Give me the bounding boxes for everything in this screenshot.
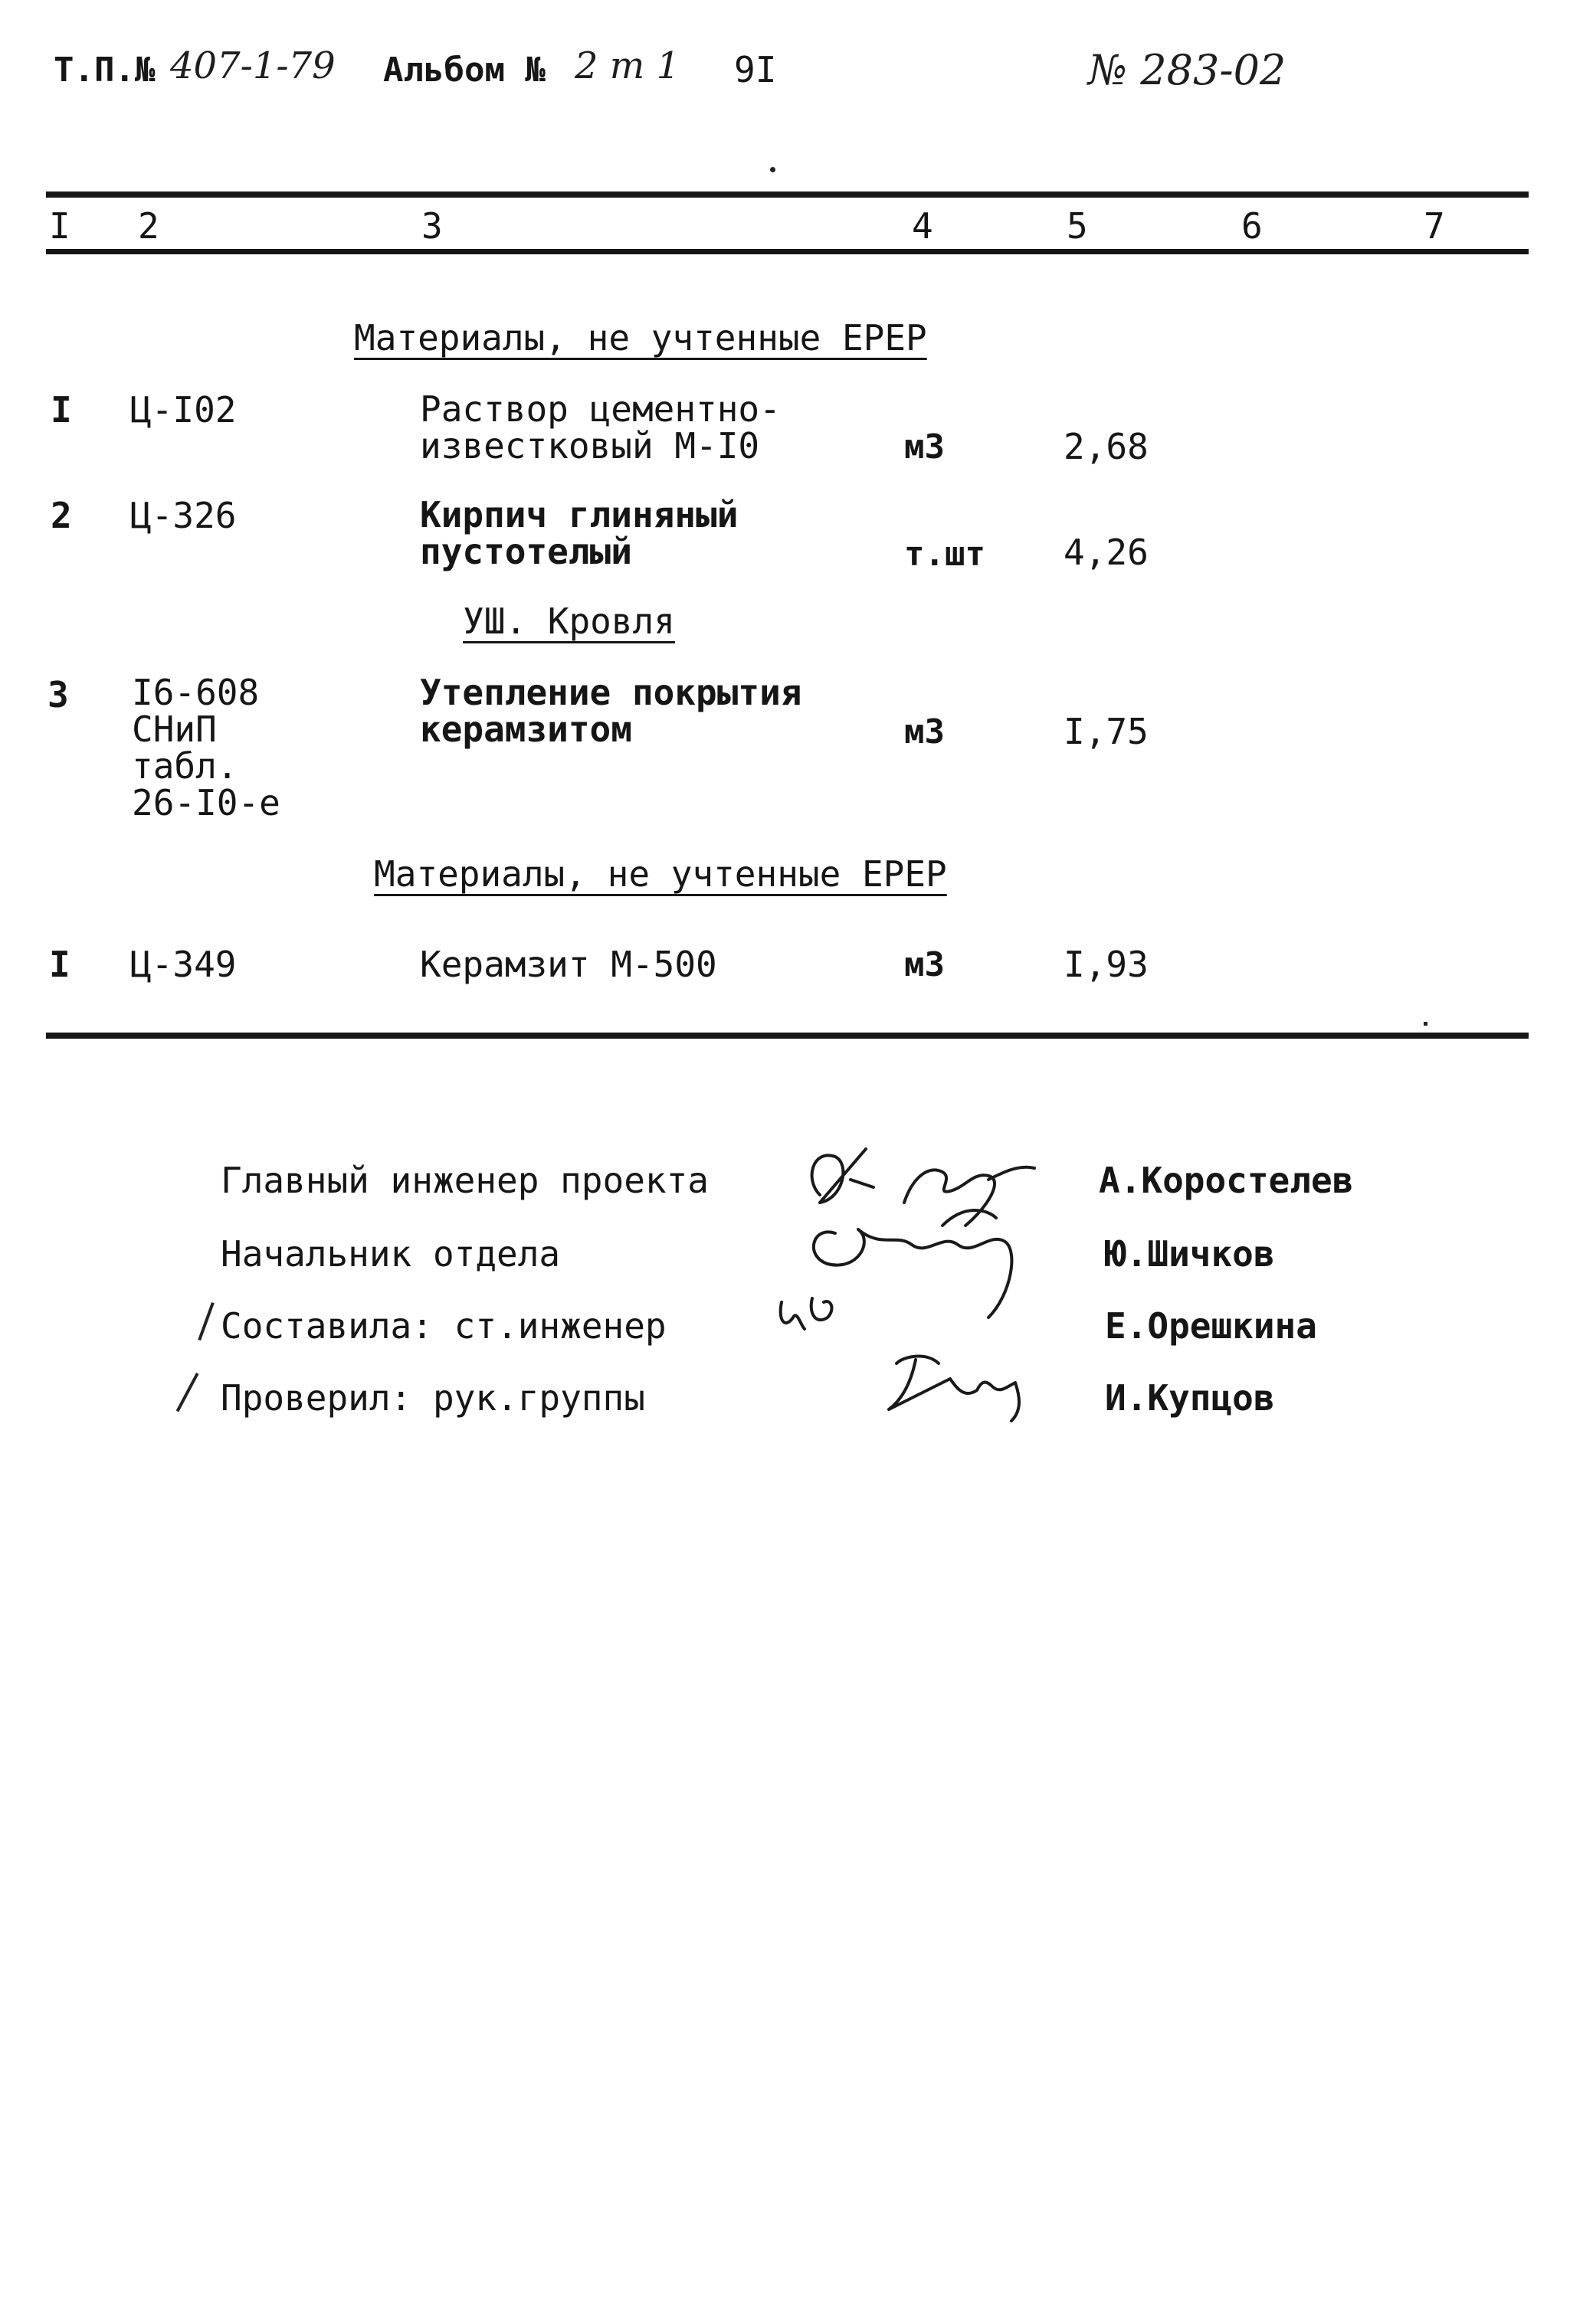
signature-role: Составила: ст.инженер	[221, 1305, 667, 1347]
row-unit: м3	[904, 712, 945, 751]
column-header-7: 7	[1424, 205, 1445, 247]
row-unit: т.шт	[904, 535, 985, 574]
row-code-line: СНиП	[132, 709, 217, 750]
column-header-rule	[46, 249, 1529, 254]
row-name: Керамзит М-500	[420, 944, 717, 985]
row-name-line: Утепление покрытия	[420, 672, 802, 713]
row-code-line: табл.	[132, 745, 238, 787]
document-number: № 283-02	[1088, 46, 1286, 94]
row-quantity: I,75	[1064, 711, 1149, 752]
row-code: Ц-349	[130, 944, 237, 985]
row-name-line: Раствор цементно-	[420, 388, 781, 430]
handwritten-signatures	[759, 1134, 1103, 1432]
section-title: УШ. Кровля	[463, 601, 675, 642]
table-top-rule	[46, 191, 1529, 198]
section-title: Материалы, не учтенные ЕРЕР	[354, 317, 927, 358]
row-unit: м3	[904, 945, 945, 984]
signature-name: А.Коростелев	[1099, 1160, 1354, 1201]
row-quantity: I,93	[1064, 944, 1149, 985]
row-code: Ц-326	[130, 495, 237, 536]
row-code-line: 26-I0-е	[132, 782, 280, 823]
signature-role: Начальник отдела	[221, 1233, 561, 1275]
album-number: 2 т 1	[575, 44, 680, 87]
column-header-6: 6	[1241, 205, 1263, 247]
row-quantity: 2,68	[1064, 426, 1149, 467]
row-name-line: Кирпич глиняный	[420, 494, 739, 535]
column-header-5: 5	[1067, 205, 1088, 247]
signature-role: Главный инженер проекта	[221, 1160, 709, 1201]
row-name-line: пустотелый	[420, 531, 632, 572]
column-header-2: 2	[138, 205, 159, 247]
row-code-line: I6-608	[132, 672, 260, 713]
row-unit: м3	[904, 427, 945, 466]
row-number: I	[49, 944, 70, 985]
signature-name: Ю.Шичков	[1105, 1233, 1275, 1275]
tp-number: 407-1-79	[170, 44, 336, 87]
row-name-line: керамзитом	[420, 709, 632, 750]
row-number: 3	[48, 674, 69, 715]
signature-name: И.Купцов	[1105, 1377, 1275, 1419]
tp-label: Т.П.№	[54, 51, 156, 90]
row-number: 2	[51, 495, 72, 536]
speck	[1424, 1022, 1427, 1026]
section-title: Материалы, не учтенные ЕРЕР	[374, 853, 947, 895]
row-number: I	[51, 389, 72, 430]
slash-mark	[176, 1373, 199, 1412]
row-name	[420, 674, 802, 748]
row-name	[420, 388, 781, 466]
column-header-3: 3	[421, 205, 443, 247]
signature-name: Е.Орешкина	[1105, 1305, 1317, 1347]
table-bottom-rule	[46, 1033, 1529, 1039]
page-number: 9I	[734, 49, 777, 90]
column-header-1: I	[49, 205, 70, 247]
row-code: Ц-I02	[130, 389, 237, 430]
speck	[770, 167, 775, 172]
signature-role: Проверил: рук.группы	[221, 1377, 645, 1419]
row-name-line: известковый М-I0	[420, 425, 760, 466]
row-quantity: 4,26	[1064, 532, 1149, 573]
row-code	[132, 674, 280, 821]
column-header-4: 4	[912, 205, 933, 247]
slash-mark	[198, 1302, 215, 1340]
album-label: Альбом №	[383, 51, 546, 90]
row-name	[420, 496, 738, 570]
